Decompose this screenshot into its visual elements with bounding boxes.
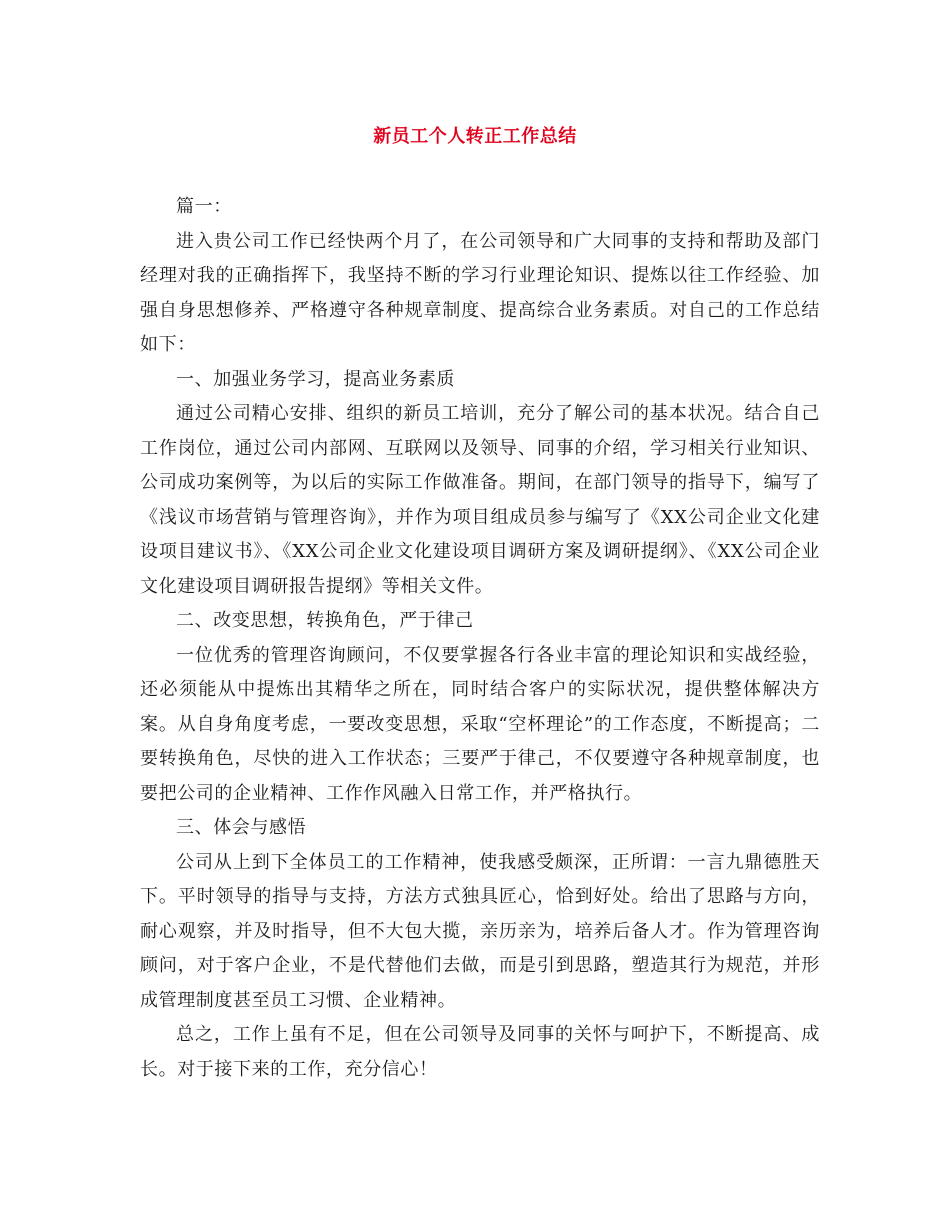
document-body — [140, 190, 820, 1087]
paragraph-intro: 进入贵公司工作已经快两个月了，在公司领导和广大同事的支持和帮助及部门经理对我的正确指挥下，我坚持不断的学习行业理论知识、提炼以往工作经验、加强自身思想修养、严格遵守各种规章制度、提高综合业务素质。对自己的工作总结如下： — [140, 230, 820, 355]
heading-section-2: 二、改变思想，转换角色，严于律己 — [176, 610, 474, 631]
heading-section-1: 一、加强业务学习，提高业务素质 — [176, 368, 455, 390]
paragraph-section-3: 公司从上到下全体员工的工作精神，使我感受颇深，正所谓：一言九鼎德胜天下。平时领导的指导与支持，方法方式独具匠心，恰到好处。给出了思路与方向，耐心观察，并及时指导，但不大包大揽，亲历亲为，培养后备人才。作为管理咨询顾问，对于客户企业，不是代替他们去做，而是引到思路，塑造其行为规范，并形成管理制度甚至员工习惯、企业精神。 — [140, 851, 820, 1011]
paragraph-section-2: 一位优秀的管理咨询顾问，不仅要掌握各行各业丰富的理论知识和实战经验，还必须能从中提炼出其精华之所在，同时结合客户的实际状况，提供整体解决方案。从自身角度考虑，一要改变思想，采取“空杯理论”的工作态度，不断提高；二要转换角色，尽快的进入工作状态；三要严于律己，不仅要遵守各种规章制度，也要把公司的企业精神、工作作风融入日常工作，并严格执行。 — [140, 644, 820, 804]
paragraph-section-label: 篇一： — [176, 196, 232, 217]
paragraph-section-1: 通过公司精心安排、组织的新员工培训，充分了解公司的基本状况。结合自己工作岗位，通过公司内部网、互联网以及领导、同事的介绍，学习相关行业知识、公司成功案例等，为以后的实际工作做准备。期间，在部门领导的指导下，编写了《浅议市场营销与管理咨询》，并作为项目组成员参与编写了《XX公司企业文化建设项目建议书》、《XX公司企业文化建设项目调研方案及调研提纲》、《XX公司企业文化建设项目调研报告提纲》等相关文件。 — [140, 403, 820, 597]
heading-section-3: 三、体会与感悟 — [176, 817, 307, 838]
document-title: 新员工个人转正工作总结 — [373, 126, 577, 147]
paragraph-conclusion: 总之，工作上虽有不足，但在公司领导及同事的关怀与呵护下，不断提高、成长。对于接下来的工作，充分信心！ — [140, 1024, 820, 1080]
